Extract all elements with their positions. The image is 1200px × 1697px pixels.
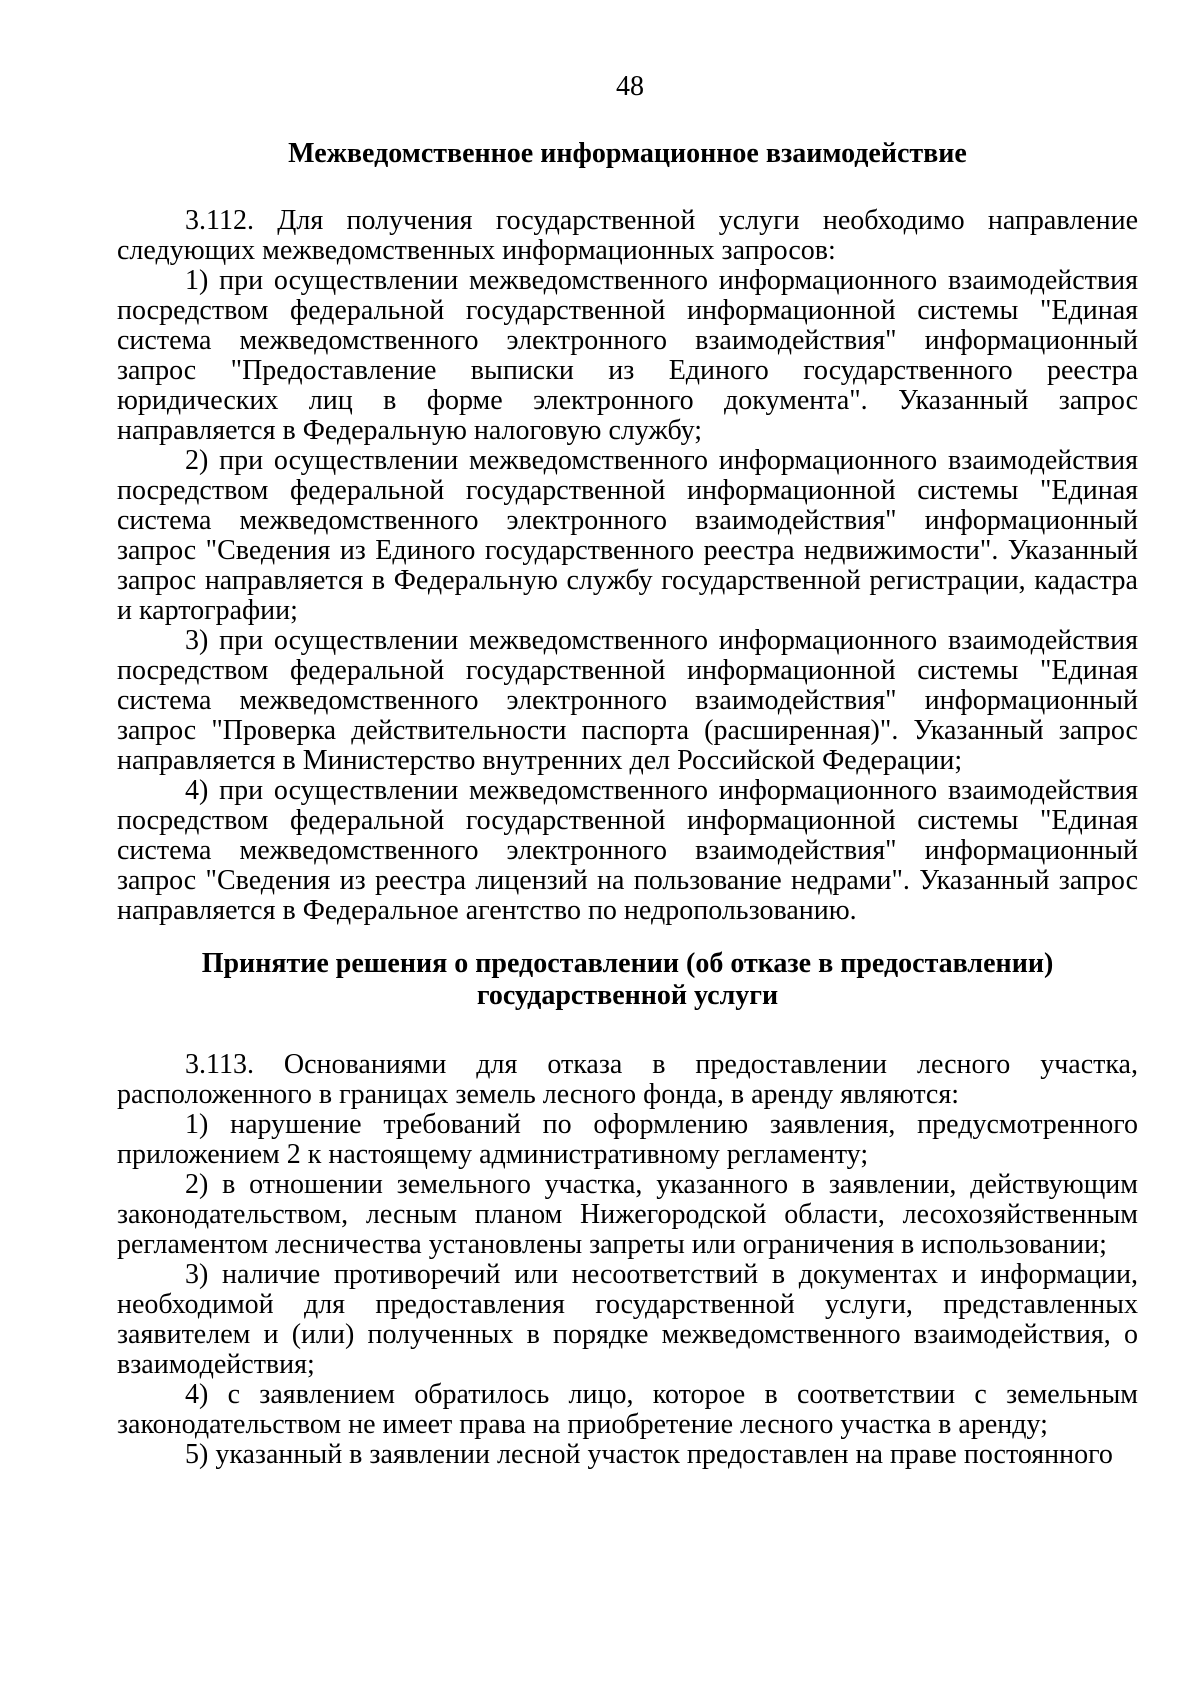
list-item-5: 5) указанный в заявлении лесной участок предоставлен на праве постоянного <box>185 1439 1113 1470</box>
list-item-2: 2) при осуществлении межведомственного информационного взаимодействия посредством федеральной государственной информационной системы "Единая система межведомственного электронного взаимодействия" информационный запрос "Сведения из Единого государственного реестра недвижимости". Указанный запрос направляется в Федеральную службу государственной регистрации, кадастра и картографии; <box>117 445 1138 626</box>
paragraph-3-112: 3.112. Для получения государственной услуги необходимо направление следующих межведомственных информационных запросов: <box>117 205 1138 266</box>
section-heading-decision <box>117 948 1138 1012</box>
section-heading-decision-line-1: Принятие решения о предоставлении (об отказе в предоставлении) <box>201 948 1054 979</box>
section-heading-interagency: Межведомственное информационное взаимодействие <box>288 138 967 169</box>
page-content <box>117 138 1138 1470</box>
list-item-3: 3) наличие противоречий или несоответствий в документах и информации, необходимой для предоставления государственной услуги, представленных заявителем и (или) полученных в порядке межведомственного взаимодействия, о взаимодействия; <box>117 1259 1138 1380</box>
list-item-1: 1) нарушение требований по оформлению заявления, предусмотренного приложением 2 к настоящему административному регламенту; <box>117 1109 1138 1170</box>
list-item-4: 4) при осуществлении межведомственного информационного взаимодействия посредством федеральной государственной информационной системы "Единая система межведомственного электронного взаимодействия" информационный запрос "Сведения из реестра лицензий на пользование недрами". Указанный запрос направляется в Федеральное агентство по недропользованию. <box>117 775 1138 926</box>
section-heading-decision-line-2: государственной услуги <box>476 980 779 1011</box>
list-item-1: 1) при осуществлении межведомственного информационного взаимодействия посредством федеральной государственной информационной системы "Единая система межведомственного электронного взаимодействия" информационный запрос "Предоставление выписки из Единого государственного реестра юридических лиц в форме электронного документа". Указанный запрос направляется в Федеральную налоговую службу; <box>117 265 1138 446</box>
paragraph-3-113: 3.113. Основаниями для отказа в предоставлении лесного участка, расположенного в границах земель лесного фонда, в аренду являются: <box>117 1049 1138 1110</box>
list-item-4: 4) с заявлением обратилось лицо, которое в соответствии с земельным законодательством не имеет права на приобретение лесного участка в аренду; <box>117 1379 1138 1440</box>
page-number: 48 <box>616 71 644 102</box>
list-item-2: 2) в отношении земельного участка, указанного в заявлении, действующим законодательством, лесным планом Нижегородской области, лесохозяйственным регламентом лесничества установлены запреты или ограничения в использовании; <box>117 1169 1138 1260</box>
list-item-3: 3) при осуществлении межведомственного информационного взаимодействия посредством федеральной государственной информационной системы "Единая система межведомственного электронного взаимодействия" информационный запрос "Проверка действительности паспорта (расширенная)". Указанный запрос направляется в Министерство внутренних дел Российской Федерации; <box>117 625 1138 776</box>
